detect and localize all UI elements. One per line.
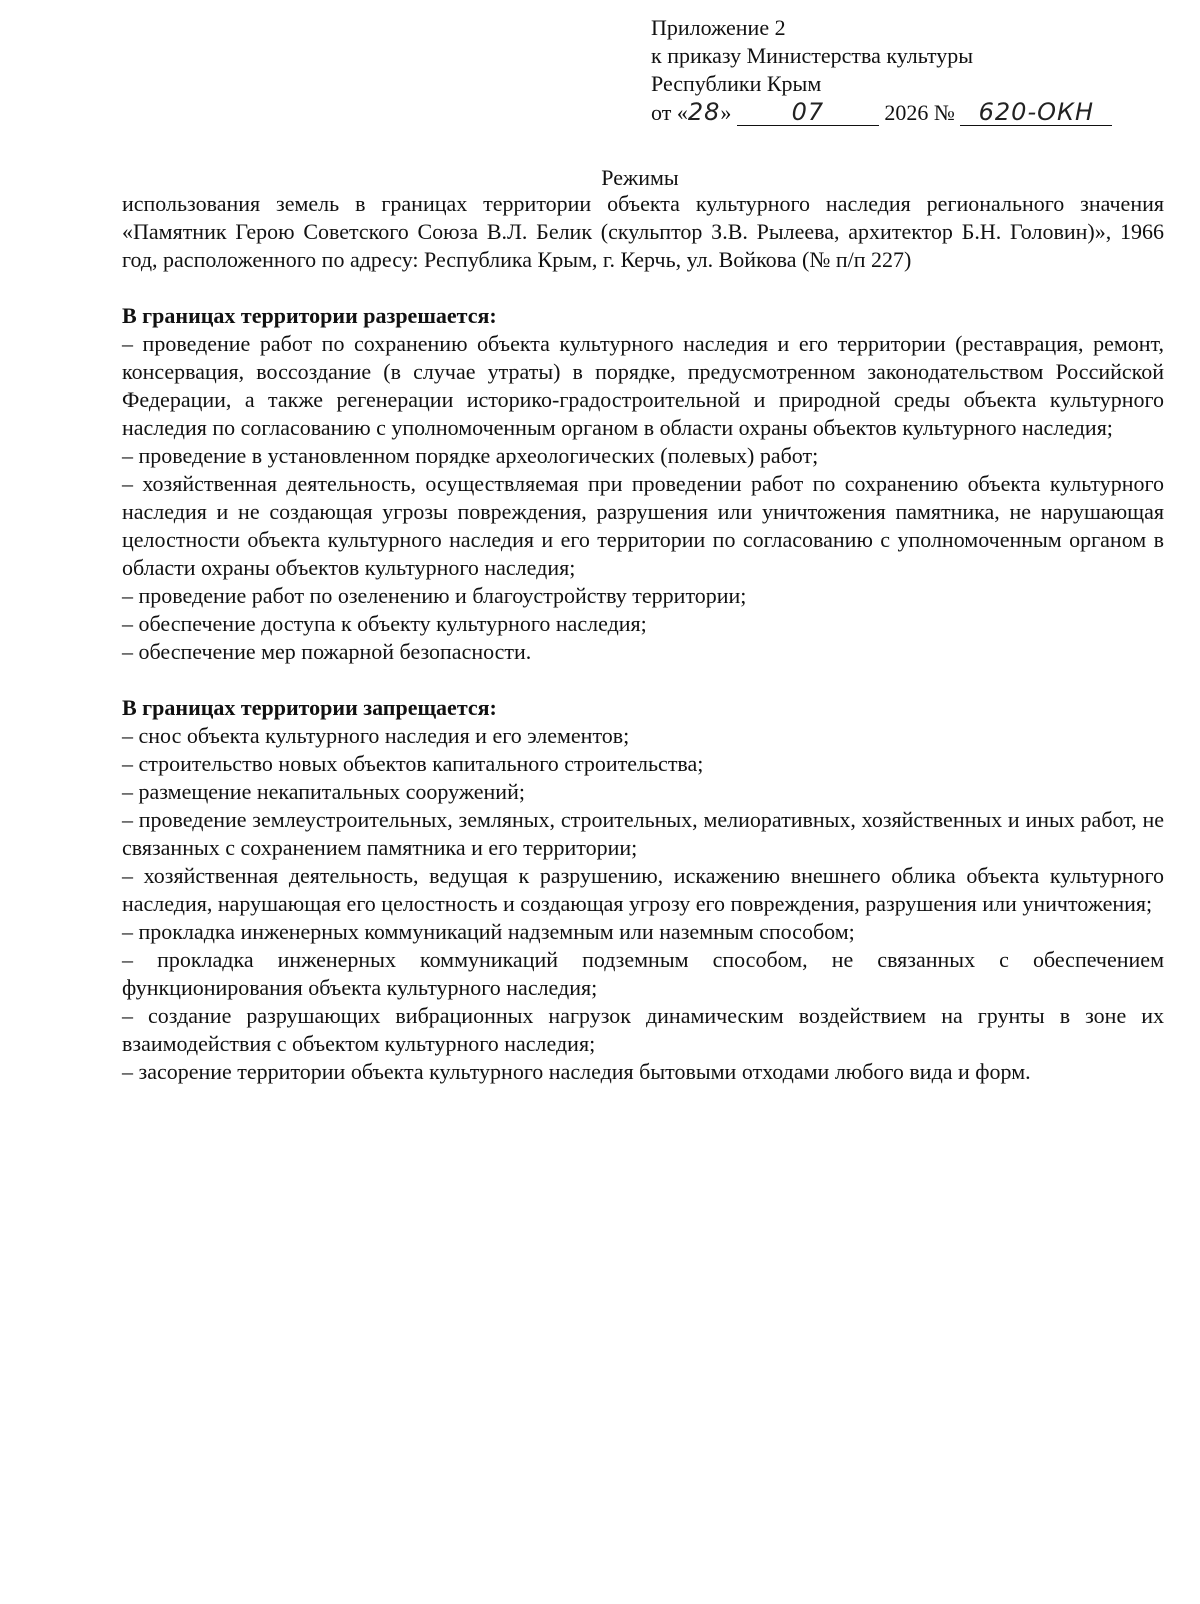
allowed-item: – хозяйственная деятельность, осуществляемая при проведении работ по сохранению объекта культурного наследия и не создающая угрозы повреждения, разрушения или уничтожения памятника, не нарушающая целостности объекта культурного наследия и его территории по согласованию с уполномоченным органом в области охраны объектов культурного наследия; [122, 471, 1164, 580]
date-close-quote: » [720, 100, 732, 125]
forbidden-item: – прокладка инженерных коммуникаций подземным способом, не связанных с обеспечением функционирования объекта культурного наследия; [122, 947, 1164, 1000]
forbidden-item: – создание разрушающих вибрационных нагрузок динамическим воздействием на грунты в зоне их взаимодействия с объектом культурного наследия; [122, 1003, 1164, 1056]
forbidden-item: – прокладка инженерных коммуникаций надземным или наземным способом; [122, 919, 855, 944]
date-year: 2026 № [884, 100, 955, 125]
forbidden-item: – размещение некапитальных сооружений; [122, 779, 525, 804]
allowed-heading: В границах территории разрешается: [122, 303, 497, 328]
allowed-item: – проведение в установленном порядке археологических (полевых) работ; [122, 443, 819, 468]
appendix-label: Приложение 2 [651, 15, 786, 40]
order-number-handwritten: 620-ОКН [978, 98, 1095, 126]
spacer [122, 666, 1164, 694]
order-number-blank [960, 100, 1112, 126]
allowed-item: – обеспечение доступа к объекту культурного наследия; [122, 611, 647, 636]
order-date-line [651, 98, 1171, 130]
ministry-region: Республики Крым [651, 71, 822, 96]
order-reference: к приказу Министерства культуры [651, 43, 974, 68]
allowed-item: – обеспечение мер пожарной безопасности. [122, 639, 532, 664]
date-month-handwritten: 07 [791, 98, 825, 126]
forbidden-item: – засорение территории объекта культурного наследия бытовыми отходами любого вида и форм. [122, 1059, 1031, 1084]
intro-paragraph: использования земель в границах территории объекта культурного наследия регионального значения «Памятник Герою Советского Союза В.Л. Белик (скульптор З.В. Рылеева, архитектор Б.Н. Головин)», 1966 год, расположенного по адресу: Республика Крым, г. Керчь, ул. Войкова (№ п/п 227) [122, 191, 1164, 272]
appendix-header [651, 14, 1171, 130]
forbidden-heading: В границах территории запрещается: [122, 695, 497, 720]
allowed-item: – проведение работ по озеленению и благоустройству территории; [122, 583, 747, 608]
document-body [122, 190, 1164, 1086]
document-title: Режимы [601, 165, 679, 190]
date-prefix: от « [651, 100, 688, 125]
forbidden-item: – снос объекта культурного наследия и его элементов; [122, 723, 630, 748]
forbidden-item: – проведение землеустроительных, земляных, строительных, мелиоративных, хозяйственных и иных работ, не связанных с сохранением памятника и его территории; [122, 807, 1164, 860]
forbidden-item: – строительство новых объектов капитального строительства; [122, 751, 704, 776]
allowed-item: – проведение работ по сохранению объекта культурного наследия и его территории (реставрация, ремонт, консервация, воссоздание (в случае утраты) в порядке, предусмотренном законодательством Российской Федерации, а также регенерации историко-градостроительной и природной среды объекта культурного наследия по согласованию с уполномоченным органом в области охраны объектов культурного наследия; [122, 331, 1164, 440]
date-day-handwritten: 28 [687, 98, 721, 126]
date-month-blank [737, 100, 879, 126]
spacer [122, 274, 1164, 302]
forbidden-item: – хозяйственная деятельность, ведущая к разрушению, искажению внешнего облика объекта культурного наследия, нарушающая его целостность и создающая угрозу его повреждения, разрушения или уничтожения; [122, 863, 1164, 916]
